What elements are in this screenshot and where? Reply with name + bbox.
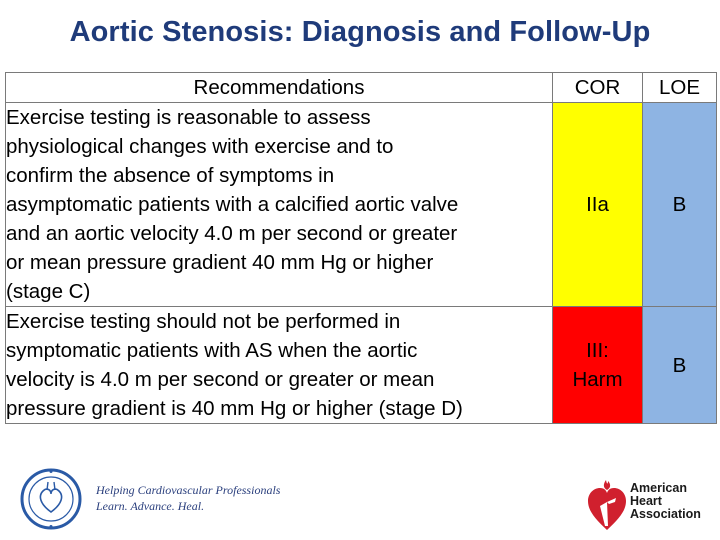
cor-cell <box>553 103 643 307</box>
acc-tagline-line: Learn. Advance. Heal. <box>96 499 205 513</box>
cor-value: Harm <box>572 368 623 391</box>
acc-tagline-line: Helping Cardiovascular Professionals <box>96 483 281 497</box>
slide-title: Aortic Stenosis: Diagnosis and Follow-Up <box>69 16 651 48</box>
text-line: confirm the absence of symptoms in <box>6 164 335 187</box>
aha-wordmark-line: American <box>630 481 687 495</box>
text-line: (stage C) <box>6 280 91 303</box>
table-row <box>6 103 717 307</box>
text-line: and an aortic velocity 4.0 m per second or greater <box>6 222 458 245</box>
aha-wordmark-line: Heart <box>630 494 662 508</box>
text-line: pressure gradient is 40 mm Hg or higher (stage D) <box>6 397 463 420</box>
cor-cell <box>553 307 643 424</box>
table-header-row <box>6 73 717 103</box>
text-line: or mean pressure gradient 40 mm Hg or higher <box>6 251 434 274</box>
aha-wordmark <box>630 482 701 521</box>
text-line: Exercise testing is reasonable to assess <box>6 106 371 129</box>
loe-value: B <box>672 193 687 216</box>
table-row <box>6 307 717 424</box>
loe-cell <box>643 103 717 307</box>
cor-value: IIa <box>586 193 609 216</box>
loe-cell <box>643 307 717 424</box>
text-line: physiological changes with exercise and to <box>6 135 394 158</box>
footer <box>0 462 720 540</box>
recommendation-text <box>6 307 553 424</box>
header-cor: COR <box>553 73 643 103</box>
recommendations-table <box>5 72 717 424</box>
recommendation-text <box>6 103 553 307</box>
acc-seal-logo <box>20 468 82 530</box>
text-line: symptomatic patients with AS when the aortic <box>6 339 418 362</box>
aha-wordmark-line: Association <box>630 507 701 521</box>
acc-tagline <box>96 482 280 514</box>
header-recommendations: Recommendations <box>6 73 553 103</box>
text-line: asymptomatic patients with a calcified aortic valve <box>6 193 459 216</box>
cor-value: III: <box>586 339 609 362</box>
header-loe: LOE <box>643 73 717 103</box>
text-line: Exercise testing should not be performed in <box>6 310 401 333</box>
loe-value: B <box>672 353 687 377</box>
aha-heart-torch-icon <box>586 476 628 534</box>
text-line: velocity is 4.0 m per second or greater or mean <box>6 368 435 391</box>
